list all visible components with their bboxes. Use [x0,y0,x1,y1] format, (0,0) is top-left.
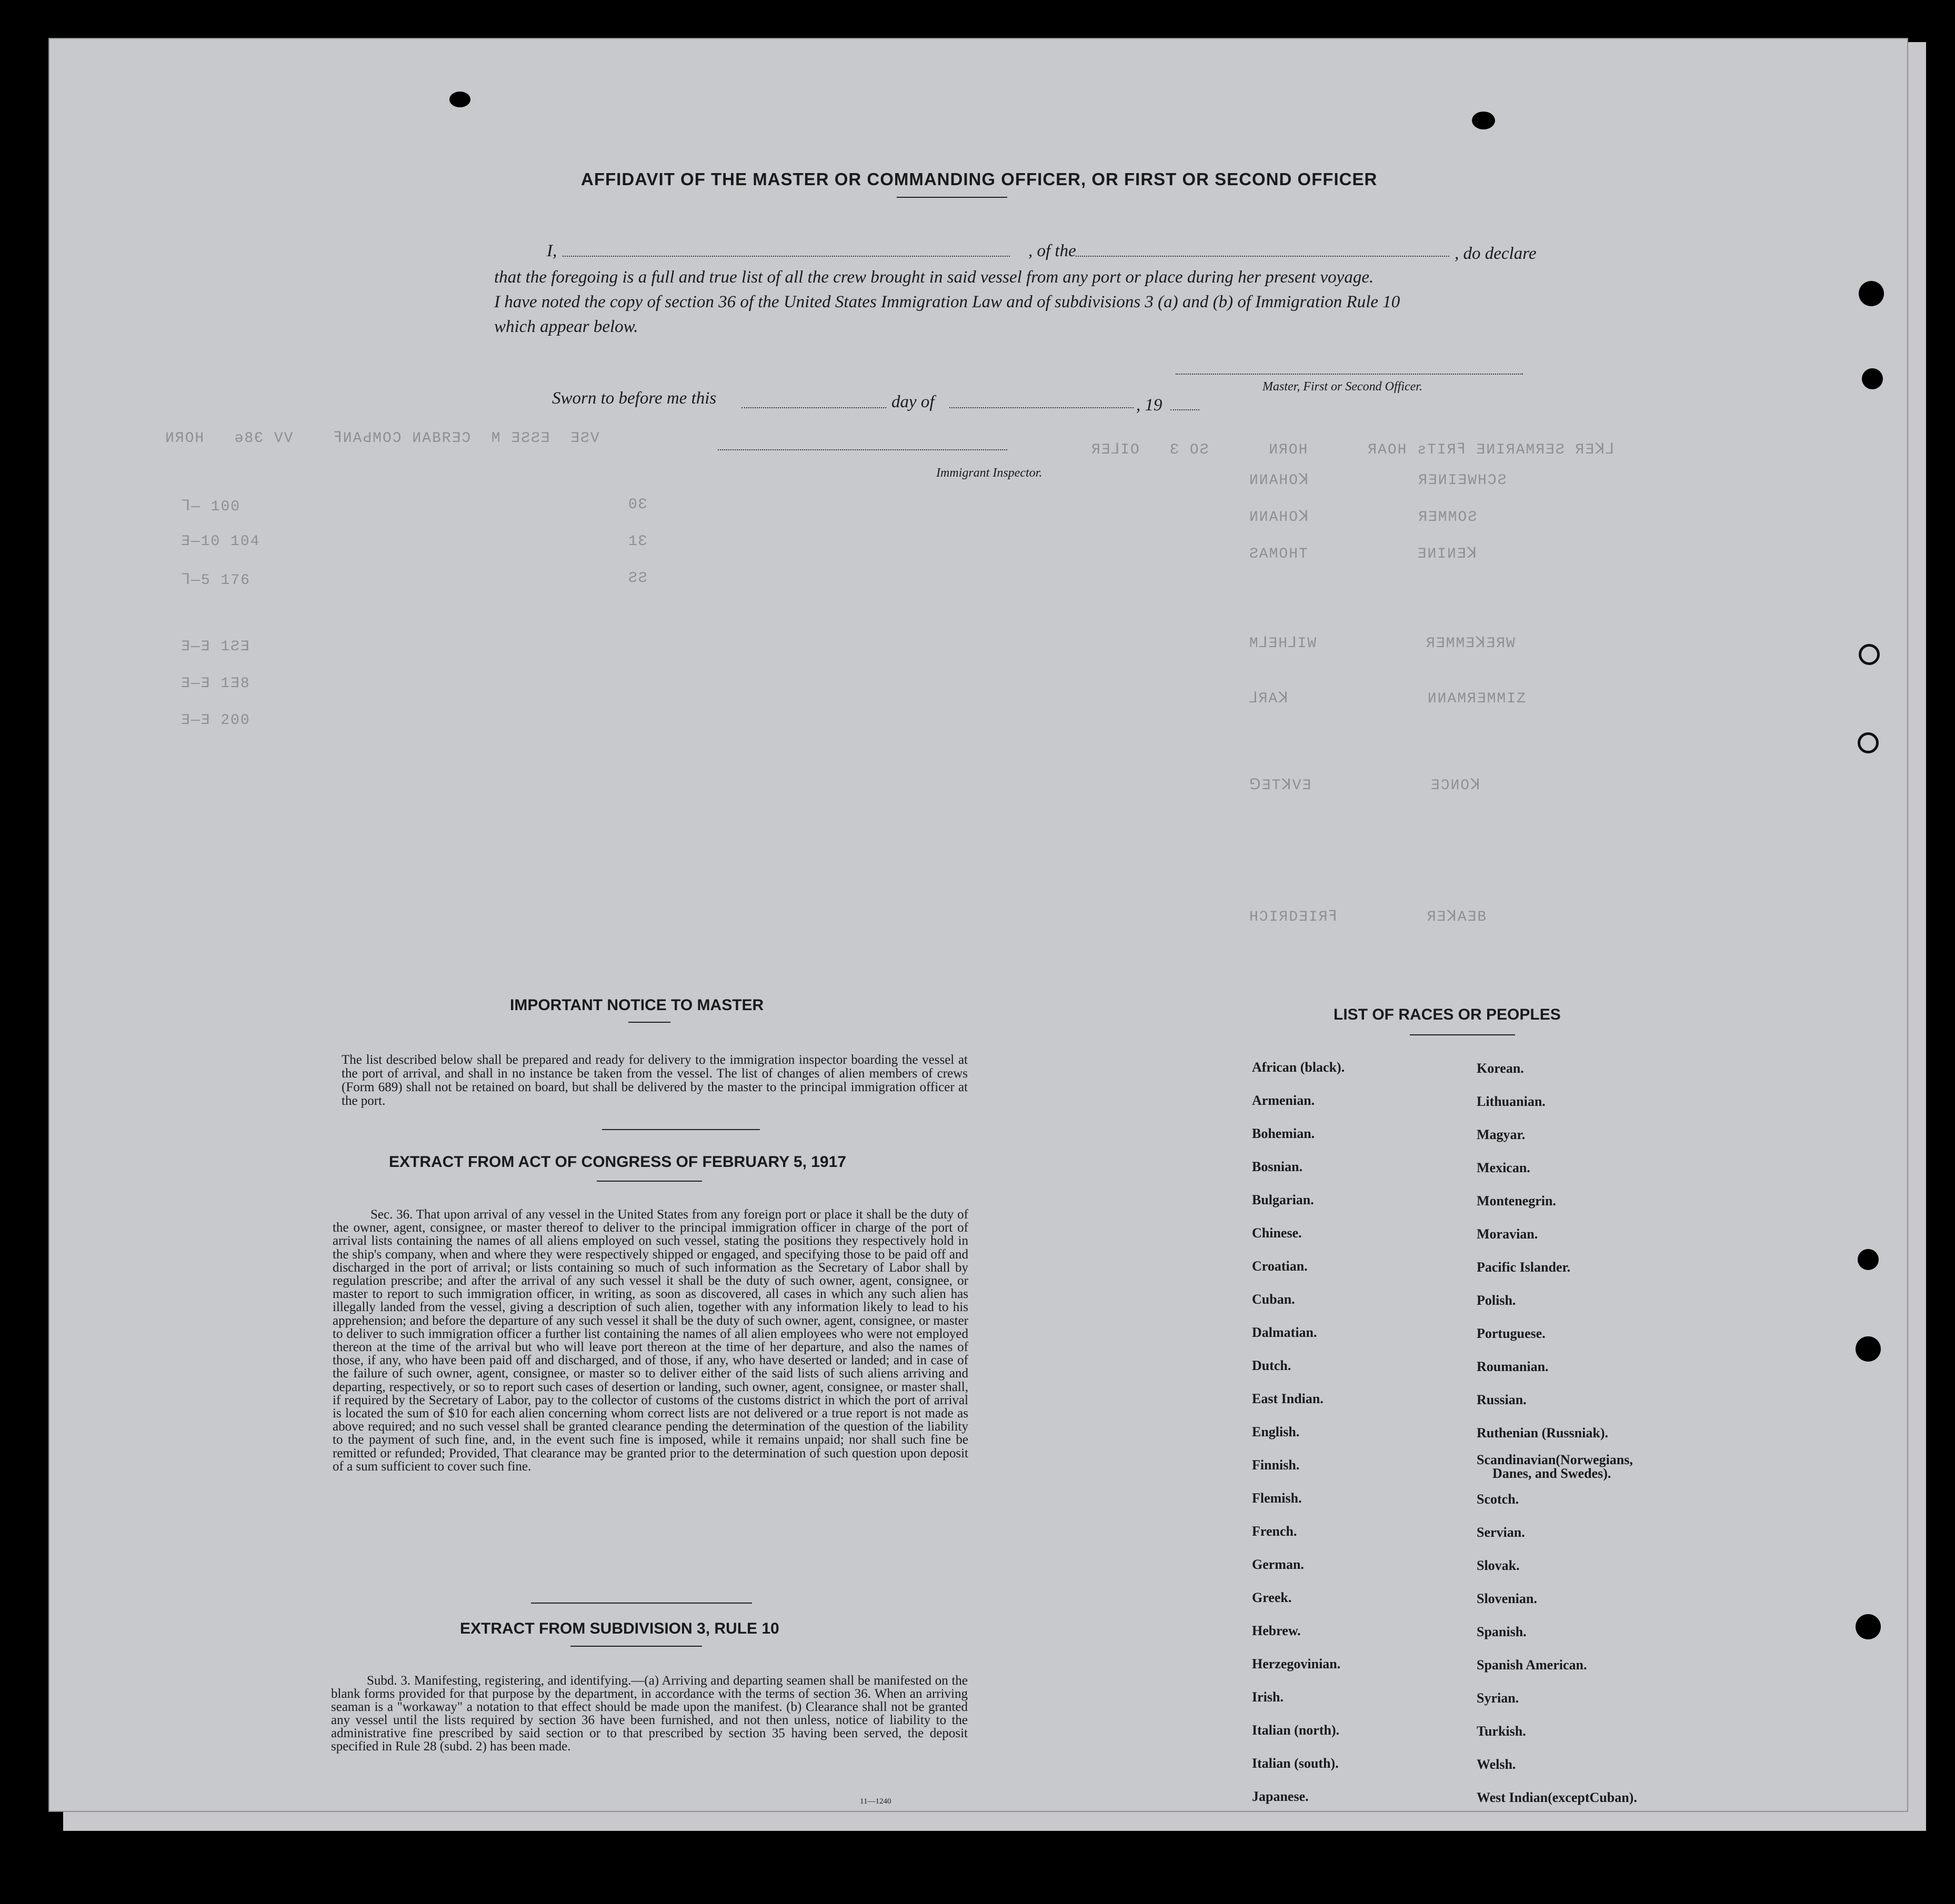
bleed-through-text: ᒣ— 100 [181,499,241,515]
form-number: 11—1240 [860,1797,891,1806]
punch-hole [1856,1614,1881,1639]
race-item: Cuban. [1252,1292,1295,1307]
race-item: Pacific Islander. [1477,1260,1571,1275]
race-item: Italian (south). [1252,1756,1339,1771]
race-item: Slovak. [1477,1558,1520,1573]
year-label: , 19 [1136,396,1162,415]
punch-hole [1856,1336,1881,1362]
race-item: German. [1252,1557,1304,1572]
affidavit-line-2: that the foregoing is a full and true list of all the crew brought in said vessel from any port or place during her present voyage. [494,268,1374,287]
race-item: English. [1252,1424,1300,1439]
section-divider [602,1129,760,1130]
race-item: East Indian. [1252,1391,1324,1406]
sworn-label: Sworn to before me this [552,389,717,408]
race-item: Turkish. [1477,1724,1526,1739]
inspector-signature-label: Immigrant Inspector. [936,466,1042,480]
affidavit-title: AFFIDAVIT OF THE MASTER OR COMMANDING OFFICER, OR FIRST OR SECOND OFFICER [581,169,1378,189]
race-item: Polish. [1477,1293,1516,1308]
race-item: Mexican. [1477,1160,1530,1175]
punch-hole [1859,644,1880,665]
races-title: LIST OF RACES OR PEOPLES [1334,1006,1561,1023]
race-item-continued: Danes, and Swedes). [1492,1466,1611,1481]
bleed-through-text: Ǝ—Ǝ 1ƧƎ [181,639,250,655]
race-item: Finnish. [1252,1457,1300,1473]
race-item: Greek. [1252,1590,1292,1605]
extract-act-underline [597,1181,702,1182]
bleed-through-text: 0Ɛ [628,497,648,513]
race-item: Moravian. [1477,1226,1538,1242]
bleed-through-text: ИЯОН ǝ8Є VV ꟻИAԀMOƆ ИABRƎƆ M ƎƧƧƎ ƎƧV [165,430,600,447]
bleed-through-text: M⅃ƎH⅃IW ЯƎMMƎꓘƎЯW [1249,636,1516,652]
race-item: Irish. [1252,1689,1284,1705]
race-item: African (black). [1252,1060,1345,1075]
race-item: Bohemian. [1252,1126,1315,1141]
race-item: Japanese. [1252,1789,1309,1804]
race-item: Magyar. [1477,1127,1526,1142]
race-item: Hebrew. [1252,1623,1301,1638]
bleed-through-text: ƧƧ [628,570,648,587]
sworn-day-field[interactable] [741,407,886,408]
punch-hole [1472,112,1495,129]
bleed-through-text: ꓨƎTꓘVƎ ƎƆИOꓘ [1249,778,1481,794]
sworn-month-field[interactable] [949,407,1134,408]
affidavit-of-the: , of the [1028,241,1076,260]
bleed-through-text: 1Ɛ [628,533,648,550]
race-item: Syrian. [1477,1690,1519,1706]
extract-rule-title: EXTRACT FROM SUBDIVISION 3, RULE 10 [460,1620,779,1637]
race-item: Scotch. [1477,1492,1519,1507]
master-signature-field[interactable] [1176,374,1523,375]
punch-hole [449,92,470,107]
extract-rule-underline [570,1646,702,1647]
affidavit-do-declare: , do declare [1455,244,1537,263]
affidavit-line-3: I have noted the copy of section 36 of the United States Immigration Law and of subdivisions 3 (a) and (b) of Immigration Rule 10 [494,293,1400,311]
bleed-through-text: ИИAHOꓘ ЯƎИIƎWHƆƧ [1249,472,1508,489]
notice-title: IMPORTANT NOTICE TO MASTER [510,996,764,1014]
race-item: Lithuanian. [1477,1094,1546,1109]
race-item: Roumanian. [1477,1359,1549,1374]
extract-act-title: EXTRACT FROM ACT OF CONGRESS OF FEBRUARY 5, 1917 [389,1153,846,1171]
title-underline [897,197,1007,198]
race-item: Spanish. [1477,1624,1527,1639]
day-of-label: day of [891,392,935,411]
form-page [48,38,1908,1812]
race-item: Russian. [1477,1392,1527,1407]
race-item: Ruthenian (Russniak). [1477,1425,1608,1440]
bleed-through-text: ⅃ЯAꓘ ИИAMЯƎMMIZ [1249,691,1527,707]
inspector-signature-field[interactable] [718,449,1007,450]
punch-hole [1862,368,1883,389]
bleed-through-text: Ǝ—Ǝ 200 [181,712,250,729]
race-item: Flemish. [1252,1490,1302,1506]
bleed-through-text: ᒣ—5 176 [181,572,250,589]
race-item: Slovenian. [1477,1591,1537,1606]
sworn-year-field[interactable] [1170,409,1199,410]
race-item: Bosnian. [1252,1159,1303,1174]
race-item: Scandinavian(Norwegians, [1477,1452,1633,1467]
race-item: Dutch. [1252,1358,1291,1373]
punch-hole [1859,281,1884,306]
bleed-through-text: Ǝ—Ǝ 1Ǝ8 [181,676,250,692]
notice-body: The list described below shall be prepared and ready for delivery to the immigration inspector boarding the vessel at the port of arrival, and shall in no instance be taken from the vessel. The list of changes of alien members of crews (Form 689) shall not be retained on board, but shall be delivered by the master to the principal immigration officer at the port. [342,1053,968,1108]
race-item: Bulgarian. [1252,1192,1314,1207]
section-divider [531,1603,752,1604]
bleed-through-text: HƆIЯDƎIЯꟻ ЯƎꓘAƎB [1249,909,1488,925]
race-item: Chinese. [1252,1225,1302,1241]
race-item: Montenegrin. [1477,1193,1556,1208]
race-item: West Indian(exceptCuban). [1477,1790,1637,1805]
race-item: Herzegovinian. [1252,1656,1341,1671]
punch-hole [1858,732,1879,753]
race-item: Armenian. [1252,1093,1315,1108]
punch-hole [1858,1249,1879,1270]
affidavit-i-label: I, [547,241,557,260]
race-item: Servian. [1477,1525,1525,1540]
race-item: Italian (north). [1252,1722,1340,1738]
subdivision-3-text: Subd. 3. Manifesting, registering, and identifying.—(a) Arriving and departing seamen shall be manifested on the blank forms provided for that purpose by the department, in accordance with the terms of section 36. When an arriving seaman is a "workaway" a notation to that effect should be made upon the manifest. (b) Clearance shall not be granted any vessel until the lists required by section 36 have been furnished, and not then unless, notice of liability to the administrative fine prescribed by said section or to that prescribed by section 35 having been served, the deposit specified in Rule 28 (subd. 2) has been made. [331,1674,968,1754]
notice-underline [628,1022,670,1023]
race-item: Welsh. [1477,1757,1516,1772]
section-36-text: Sec. 36. That upon arrival of any vessel in the United States from any foreign port or place it shall be the duty of the owner, agent, consignee, or master thereof to deliver to the principal immigration officer in charge of the port of arrival lists containing the names of all aliens employed on such vessel, stating the positions they respectively hold in the ship's company, when and where they were respectively shipped or engaged, and specifying those to be paid off and discharged in the port of arrival; or lists containing so much of such information as the Secretary of Labor shall by regulation prescribe; and after the arrival of any such vessel it shall be the duty of such owner, agent, consignee, or master to report to such immigration officer, in writing, as soon as discovered, all cases in which any such alien has illegally landed from the vessel, giving a description of such alien, together with any information likely to lead to his apprehension; and before the departure of any such vessel it shall be the duty of such owner, agent, consignee, or master to deliver to such immigration officer a further list containing the names of all alien employees who were not employed thereon at the time of the arrival but who will leave port thereon at the time of her departure, and also the names of those, if any, who have been paid off and discharged, and of those, if any, who have deserted or landed; and in case of the failure of such owner, agent, consignee, or master so to deliver either of the said lists of such aliens arriving and departing, respectively, or so to report such cases of desertion or landing, such owner, agent, consignee, or master shall, if required by the Secretary of Labor, pay to the collector of customs of the customs district in which the port of arrival is located the sum of $10 for each alien concerning whom correct lists are not delivered or a true report is not made as above required; and no such vessel shall be granted clearance pending the determination of the question of the liability to the payment of such fine, and, in the event such fine is imposed, while it remains unpaid; nor shall such fine be remitted or refunded; Provided, That clearance may be granted prior to the determination of such question upon deposit of a sum sufficient to cover such fine. [333,1207,968,1474]
affidavit-body [494,265,1531,339]
race-item: Croatian. [1252,1258,1308,1274]
affidavit-line-4: which appear below. [494,317,638,336]
bleed-through-text: ИИAHOꓘ ЯƎMMOƧ [1249,509,1478,526]
race-item: Dalmatian. [1252,1325,1317,1340]
officer-name-field[interactable] [563,256,1010,257]
master-signature-label: Master, First or Second Officer. [1262,380,1422,394]
race-item: French. [1252,1524,1297,1539]
race-item: Korean. [1477,1061,1524,1076]
bleed-through-text: ƧAMOHT ƎИIИƎꓘ [1249,546,1478,562]
race-item: Spanish American. [1477,1657,1587,1673]
races-underline [1410,1034,1515,1035]
race-item: Portuguese. [1477,1326,1546,1341]
bleed-through-text: ЯƎ⅃IO Ɛ OƧ ИЯOH ЯAOH ƨTIЯꟻ ƎИIЯAMЯƎƧ ЯƎꓘ⅃ [1091,442,1615,458]
bleed-through-text: Ǝ—10 104 [181,533,260,550]
vessel-name-field[interactable] [1076,256,1449,257]
